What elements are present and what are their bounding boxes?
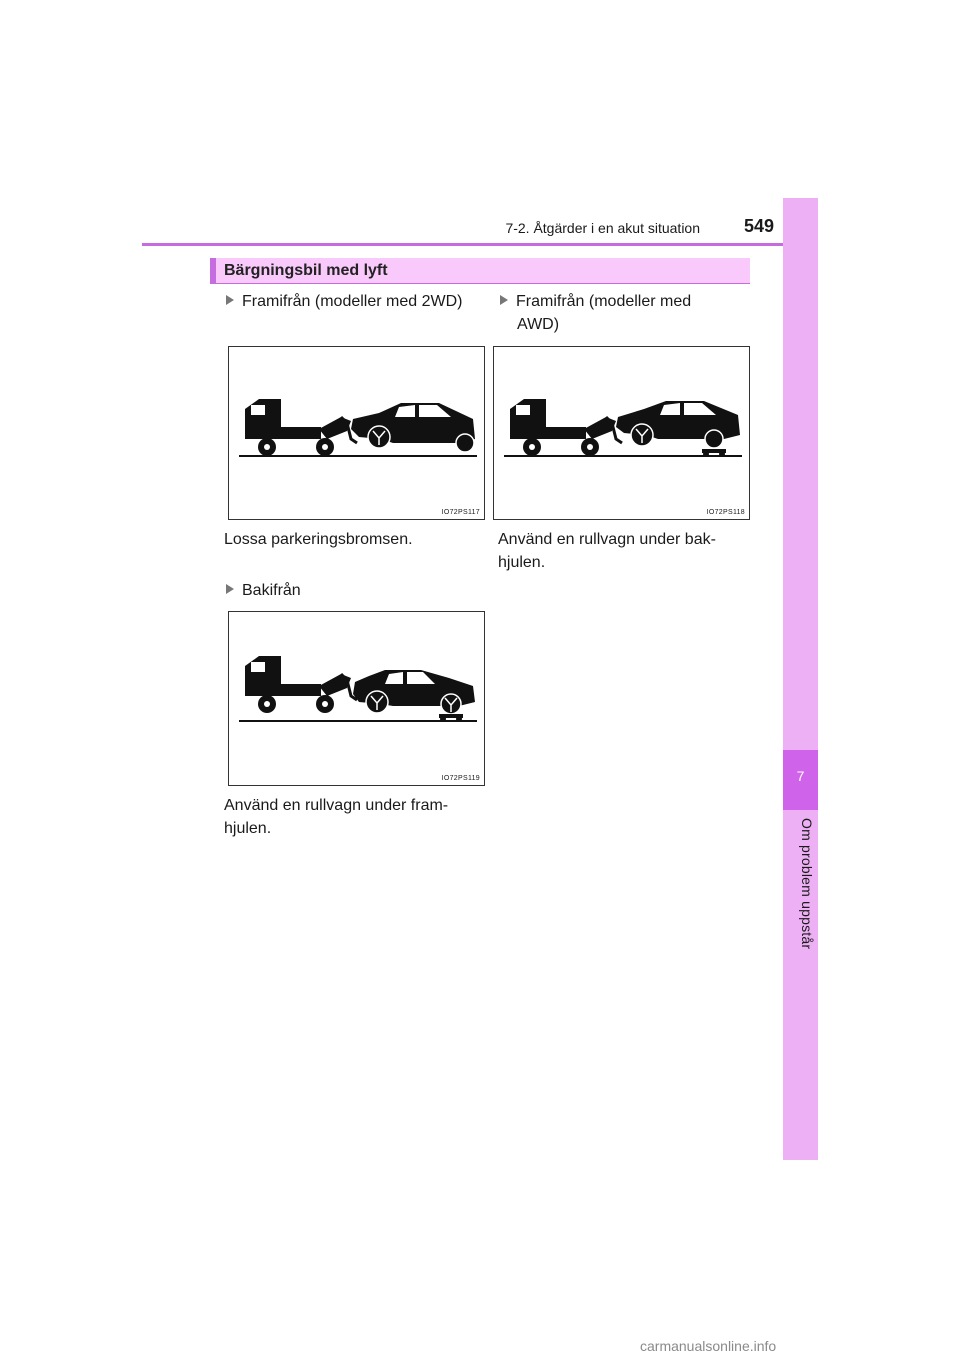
item-caption-front-awd-line2: hjulen.	[498, 554, 546, 571]
section-title: Bärgningsbil med lyft	[224, 262, 388, 279]
tow-truck-front-awd-illustration	[494, 347, 749, 519]
figure-code: IO72PS117	[441, 509, 480, 516]
triangle-bullet-icon	[226, 584, 234, 594]
triangle-bullet-icon	[500, 295, 508, 305]
item-caption-rear: Använd en rullvagn under fram-	[224, 797, 449, 814]
figure-rear	[228, 611, 485, 786]
figure-code: IO72PS118	[706, 509, 745, 516]
chapter-number: 7	[796, 768, 805, 784]
item-caption-rear-line2: hjulen.	[224, 820, 272, 837]
item-caption-front-awd: Använd en rullvagn under bak-	[498, 531, 716, 548]
item-caption-front-2wd: Lossa parkeringsbromsen.	[224, 531, 413, 548]
item-heading-front-2wd: Framifrån (modeller med 2WD)	[226, 290, 462, 313]
figure-front-2wd	[228, 346, 485, 520]
chapter-title: Om problem uppstår	[799, 818, 815, 950]
item-heading-front-awd: Framifrån (modeller med	[500, 290, 691, 313]
tow-truck-front-2wd-illustration	[229, 347, 484, 519]
watermark-url: carmanualsonline.info	[640, 1338, 777, 1354]
header-rule	[142, 243, 818, 246]
figure-code: IO72PS119	[441, 775, 480, 782]
figure-front-awd	[493, 346, 750, 520]
header-section-title: 7-2. Åtgärder i en akut situation	[505, 220, 700, 236]
item-heading-front-awd-line2: AWD)	[517, 316, 560, 333]
triangle-bullet-icon	[226, 295, 234, 305]
page-number: 549	[743, 216, 774, 236]
tow-truck-rear-illustration	[229, 612, 484, 785]
item-heading-rear: Bakifrån	[226, 579, 301, 602]
